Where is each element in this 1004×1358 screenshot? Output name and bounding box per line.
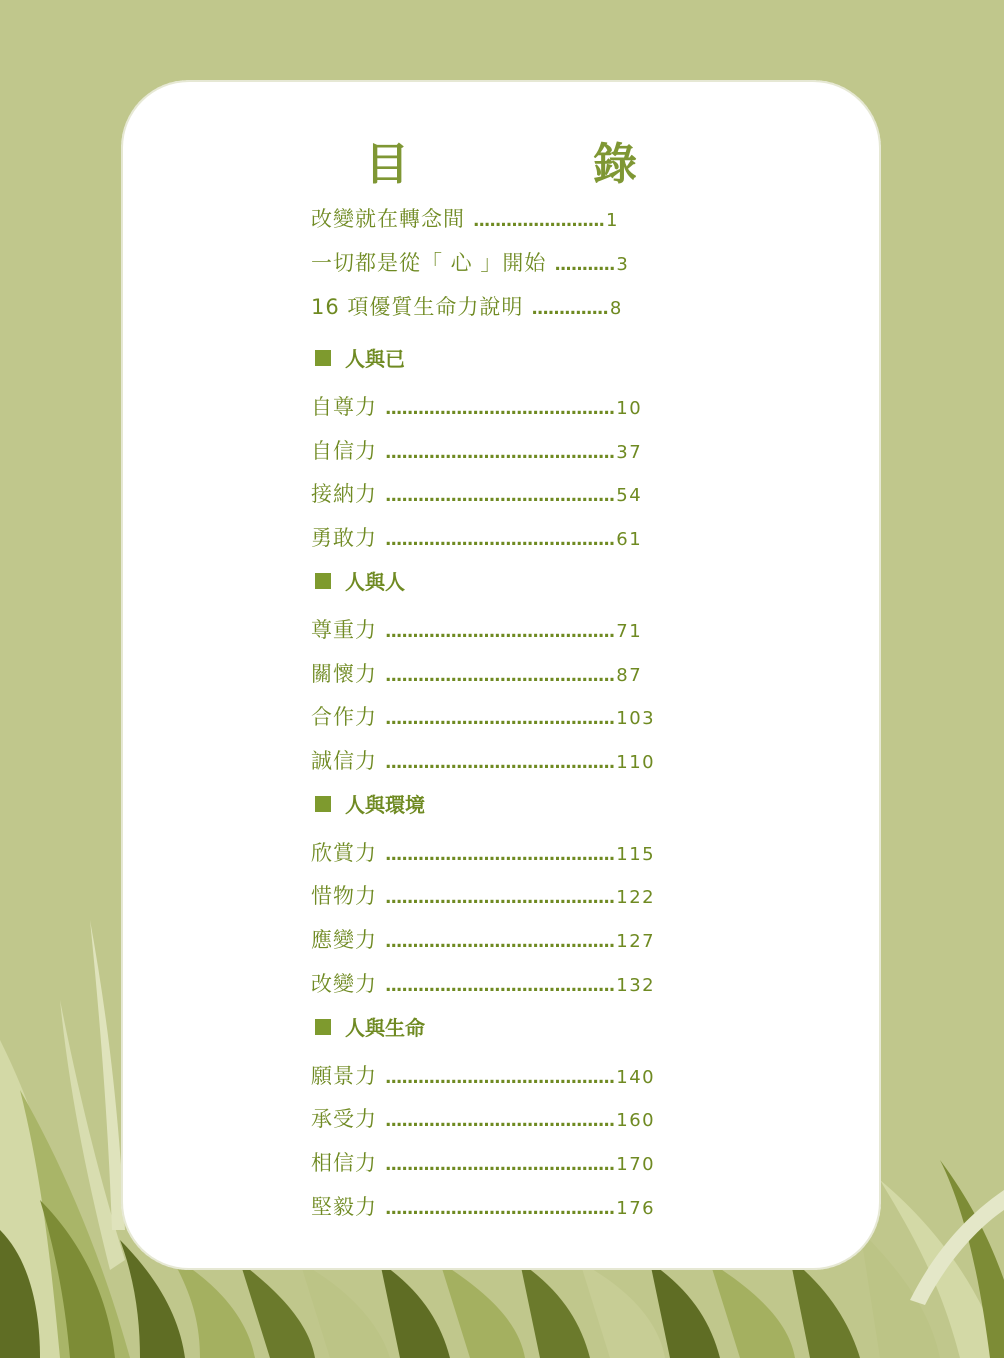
page-number: 132: [616, 975, 656, 996]
leader-dots: ..........................................: [385, 486, 615, 506]
page-number: 37: [616, 442, 643, 463]
toc-entry[interactable]: [311, 837, 655, 867]
leader-dots: ..........................................: [385, 932, 615, 952]
page-number: 10: [616, 398, 643, 419]
section-title: 人與人: [345, 570, 405, 594]
page-number: 160: [616, 1110, 656, 1131]
leader-dots: ..............: [531, 299, 608, 319]
leader-dots: ..........................................: [385, 1068, 615, 1088]
square-bullet-icon: [315, 573, 331, 589]
square-bullet-icon: [315, 1019, 331, 1035]
section-heading: [315, 1012, 425, 1041]
section-heading: [315, 789, 425, 818]
page-number: 122: [616, 887, 656, 908]
page-number: 103: [616, 708, 656, 729]
section-title: 人與生命: [345, 1016, 425, 1040]
square-bullet-icon: [315, 796, 331, 812]
page-title: 目 錄: [365, 139, 707, 190]
leader-dots: ..........................................: [385, 1199, 615, 1219]
entry-label: 堅毅力: [311, 1195, 377, 1219]
page-number: 71: [616, 621, 643, 642]
entry-label: 16 項優質生命力說明: [311, 295, 524, 319]
entry-label: 尊重力: [311, 618, 377, 642]
toc-entry[interactable]: [311, 1060, 655, 1090]
toc-entry[interactable]: [311, 924, 655, 954]
leader-dots: ........................: [473, 211, 604, 231]
entry-label: 自信力: [311, 439, 377, 463]
leader-dots: ..........................................: [385, 845, 615, 865]
page-number: 61: [616, 529, 643, 550]
toc-entry[interactable]: [311, 968, 655, 998]
leader-dots: ..........................................: [385, 709, 615, 729]
section-title: 人與已: [345, 347, 405, 371]
page-number: 110: [616, 752, 656, 773]
toc-entry[interactable]: [311, 1191, 655, 1221]
toc-entry[interactable]: [311, 391, 642, 421]
entry-label: 一切都是從「 心 」開始: [311, 251, 547, 275]
entry-label: 惜物力: [311, 884, 377, 908]
leader-dots: ..........................................: [385, 1155, 615, 1175]
toc-entry[interactable]: [311, 522, 642, 552]
entry-label: 關懷力: [311, 662, 377, 686]
page-number: 8: [609, 298, 623, 319]
leader-dots: ..........................................: [385, 976, 615, 996]
entry-label: 改變力: [311, 972, 377, 996]
toc-entry[interactable]: [311, 745, 655, 775]
toc-entry[interactable]: [311, 478, 642, 508]
toc-entry[interactable]: [311, 701, 655, 731]
toc-entry[interactable]: [311, 658, 642, 688]
section-heading: [315, 343, 405, 372]
toc-entry[interactable]: [311, 614, 642, 644]
page-number: 140: [616, 1067, 656, 1088]
section-title: 人與環境: [345, 793, 425, 817]
entry-label: 自尊力: [311, 395, 377, 419]
entry-label: 合作力: [311, 705, 377, 729]
page-number: 1: [606, 210, 619, 231]
leader-dots: ...........: [554, 255, 615, 275]
toc-entry[interactable]: [311, 291, 623, 321]
entry-label: 接納力: [311, 482, 377, 506]
toc-entry[interactable]: [311, 203, 619, 233]
page-number: 170: [616, 1154, 656, 1175]
leader-dots: ..........................................: [385, 753, 615, 773]
leader-dots: ..........................................: [385, 622, 615, 642]
section-heading: [315, 566, 405, 595]
entry-label: 勇敢力: [311, 526, 377, 550]
toc-entry[interactable]: [311, 435, 642, 465]
toc-entry[interactable]: [311, 880, 655, 910]
page-number: 3: [616, 254, 630, 275]
page-number: 54: [616, 485, 643, 506]
toc-entry[interactable]: [311, 1147, 655, 1177]
entry-label: 改變就在轉念間: [311, 207, 465, 231]
entry-label: 相信力: [311, 1151, 377, 1175]
entry-label: 願景力: [311, 1064, 377, 1088]
leader-dots: ..........................................: [385, 530, 615, 550]
leader-dots: ..........................................: [385, 443, 615, 463]
page-number: 176: [616, 1198, 656, 1219]
entry-label: 承受力: [311, 1107, 377, 1131]
toc-entry[interactable]: [311, 247, 629, 277]
entry-label: 誠信力: [311, 749, 377, 773]
leader-dots: ..........................................: [385, 888, 615, 908]
leader-dots: ..........................................: [385, 1111, 615, 1131]
entry-label: 欣賞力: [311, 841, 377, 865]
entry-label: 應變力: [311, 928, 377, 952]
leader-dots: ..........................................: [385, 666, 615, 686]
page-number: 87: [616, 665, 643, 686]
toc-entry[interactable]: [311, 1103, 655, 1133]
square-bullet-icon: [315, 350, 331, 366]
page-number: 127: [616, 931, 656, 952]
page-number: 115: [616, 844, 656, 865]
leader-dots: ..........................................: [385, 399, 615, 419]
